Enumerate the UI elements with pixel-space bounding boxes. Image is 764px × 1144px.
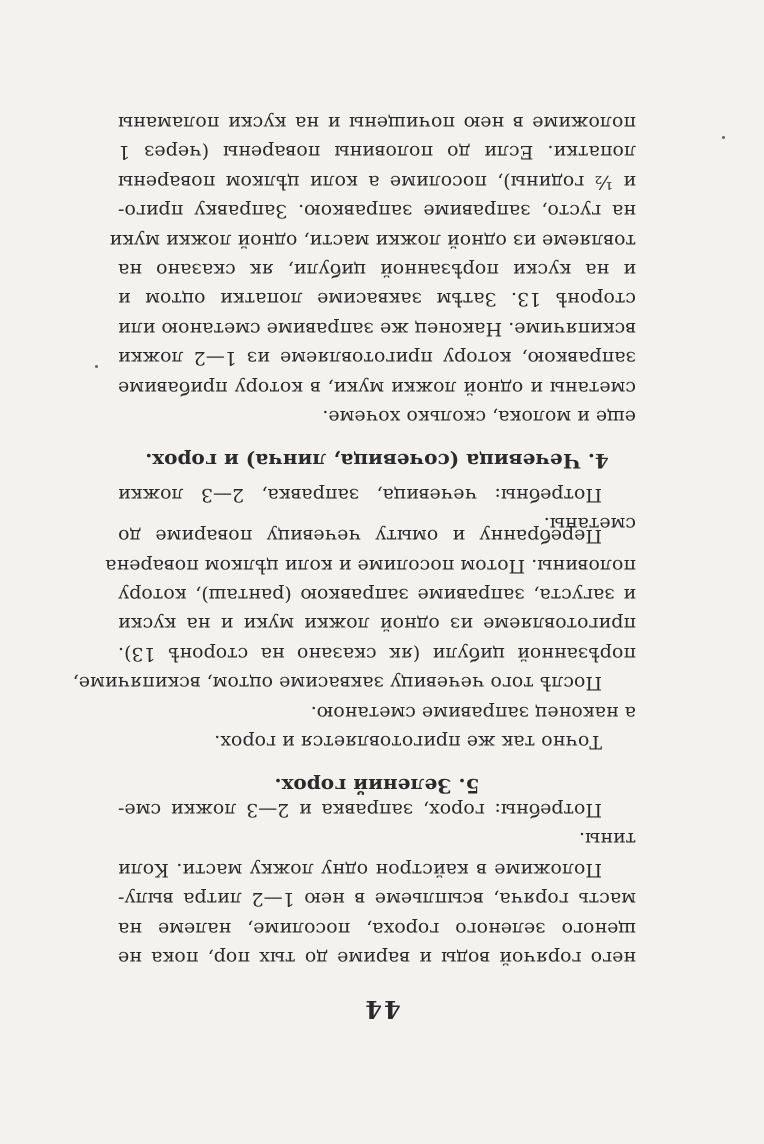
text-line: щеного зеленого гороха, посолиме, налеме на	[118, 917, 636, 940]
text-line: лопатки. Если до половины поварены (через 1	[118, 141, 636, 164]
section-heading-green-peas: 5. Зелений горох.	[274, 774, 480, 798]
text-line: Положиме в кайстрон одну ложку масти. Коли	[118, 858, 602, 881]
text-line: а наконец заправиме сметаною.	[310, 701, 636, 724]
page-number: 44	[363, 995, 401, 1024]
text-line: приготовляеме из одной ложки муки и на куски	[118, 613, 636, 636]
text-line: на густо, заправиме заправкою. Заправку приго-	[118, 200, 636, 223]
green-peas-needs	[118, 794, 636, 853]
text-line: сметаны.	[543, 513, 636, 535]
text-line: и загуста, заправиме заправкою (ранташ), котору	[118, 584, 636, 607]
text-line: сметаны и одной ложки муки, в котору прибавиме	[118, 376, 636, 399]
text-line: Перебранну и омыту чечевицу повариме до	[118, 525, 602, 548]
section-heading-lentils: 4. Чечевица (сочевица, линча) и горох.	[145, 449, 609, 473]
text-line: Послѣ того чечевицу заквасиме оцтом, вскипячиме,	[72, 672, 602, 695]
text-line: и на куски порѣзанной цибули, як сказано на	[118, 259, 636, 282]
text-line: сторонѣ 13. Затѣм заквасиме лопатки оцтом и	[118, 288, 636, 311]
text-line: еще и молока, сколько хочеме.	[322, 406, 636, 428]
text-line: положиме в нею почищены и на куски поламаны	[118, 112, 636, 135]
text-line: заправкою, котору приготовляеме из 1—2 ложки	[118, 347, 636, 370]
text-line: порѣзанной цибули (як сказано на сторонѣ 13).	[118, 642, 636, 665]
text-line: половины. Потом посолиме и коли цѣлком поварена	[105, 554, 636, 577]
text-line: масть горяча, всыпльеме в нею 1—2 литра вылу-	[118, 888, 636, 911]
intro-paragraph	[118, 854, 636, 972]
paper-speck	[95, 365, 98, 368]
text-line: Точно так же приготовляется и горох.	[214, 731, 602, 753]
text-line: вскипячиме. Наконец же заправиме сметаною или	[118, 317, 636, 340]
text-line: Потребны: чечевица, заправка, 2—3 ложки	[118, 483, 602, 506]
text-line: Потребны: горох, заправка и 2—3 ложки сме-	[118, 798, 602, 821]
green-peas-method	[72, 521, 636, 756]
text-line: него горячой воды и вариме до тых пор, пока не	[118, 947, 636, 969]
paper-speck	[722, 136, 725, 139]
text-line: товляеме из одной ложки масти, одной ложки муки	[109, 229, 636, 252]
lentils-needs	[118, 479, 636, 538]
lentils-method	[109, 108, 636, 431]
text-line: и ½ годины), посолиме а коли цѣлком поварены	[118, 170, 636, 193]
text-line: тины.	[579, 828, 636, 850]
